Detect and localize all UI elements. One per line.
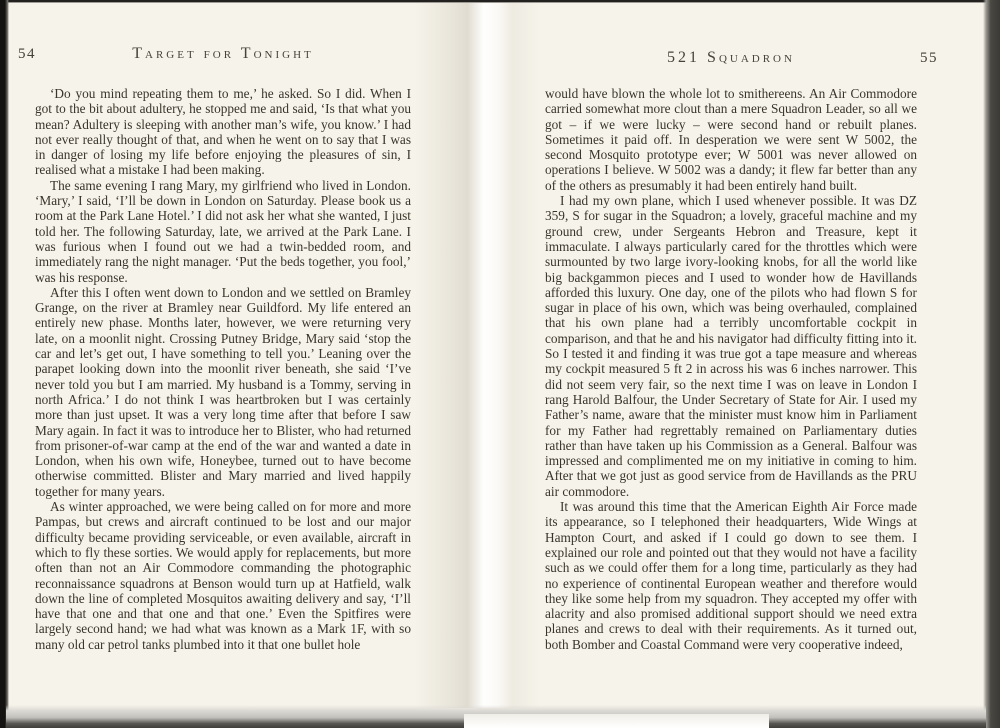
book-gutter-shadow [415,3,540,708]
page-block-edge-gap [464,714,769,728]
book-edge-right [983,0,1000,728]
page-number-right: 55 [920,50,938,66]
running-header-left: Target for Tonight [132,45,314,62]
paragraph: As winter approached, we were being called on for more and more Pampas, but crews and aircraft continued to be lost and our major difficulty became providing serviceable, or even available, aircraft in which to fly these sorties. We would apply for replacements, but more often than not an Air Commodore commanding the photographic reconnaissance squadrons at Benson would turn up at Hatfield, walk down the line of completed Mosquitos awaiting delivery and say, ‘I’ll have that one and that one and that one.’ Even the Spitfires were largely second hand; we had what was known as a Mark 1F, with so many old car petrol tanks plumbed into it that one bullet hole [35,499,411,652]
page-right-text-column [545,86,917,652]
scan-edge-top [0,0,1000,3]
running-header-right: 521 Squadron [667,49,795,66]
page-number-left: 54 [18,46,36,62]
page-block-edge-bottom [6,705,986,728]
paragraph: would have blown the whole lot to smithereens. An Air Commodore carried somewhat more clout than a mere Squadron Leader, so all we got – if we were lucky – were second hand or rebuilt planes. Sometimes it paid off. In desperation we were sent W 5002, the second Mosquito prototype ever; W 5001 was never allowed on operations I believe. W 5002 was a dandy; it flew far better than any of the others as presumably it had been entirely hand built. [545,86,917,193]
paragraph: After this I often went down to London and we settled on Bramley Grange, on the river at Bramley near Guildford. My life entered an entirely new phase. Months later, however, we were returning very late, on a moonlit night. Crossing Putney Bridge, Mary said ‘stop the car and let’s get out, I have something to tell you.’ Leaning over the parapet looking down into the moonlit river beneath, she said ‘I’ve never told you but I am married. My husband is a Tommy, serving in north Africa.’ I do not think I was heartbroken but I was certainly more than just upset. It was a very long time after that before I saw Mary again. In fact it was to introduce her to Blister, who had returned from prisoner-of-war camp at the end of the war and wanted a date in London, when his own wife, Honeybee, turned out to have become otherwise committed. Blister and Mary married and lived happily together for many years. [35,284,411,499]
paragraph: ‘Do you mind repeating them to me,’ he asked. So I did. When I got to the bit about adultery, he stopped me and said, ‘Is that what you mean? Adultery is sleeping with another man’s wife, you know.’ I had not ever really thought of that, and when he went on to say that I was in danger of losing my life before enjoying the pleasures of sin, I realised what a mistake I had been making. [35,86,411,178]
page-left-text-column [35,86,411,652]
paragraph: The same evening I rang Mary, my girlfriend who lived in London. ‘Mary,’ I said, ‘I’ll be down in London on Saturday. Please book us a room at the Park Lane Hotel.’ I did not ask her what she wanted, I just told her. The following Saturday, late, we arrived at the Park Lane. I was furious when I found out we had a twin-bedded room, and immediately rang the night manager. ‘Put the beds together, you fool,’ was his response. [35,177,411,285]
book-edge-left [0,0,9,728]
paragraph: I had my own plane, which I used whenever possible. It was DZ 359, S for sugar in the Squadron; a lovely, graceful machine and my ground crew, under Sergeants Hebron and Treasure, kept it immaculate. I always particularly cared for the throttles which were surmounted by two large ivory-looking knobs, for all the world like big backgammon pieces and I used to wonder how de Havillands afforded this luxury. One day, one of the pilots who had flown S for sugar in place of his own, which was being overhauled, complained that his own plane had a terribly uncomfortable cockpit in comparison, and that he and his navigator had difficulty fitting into it. So I tested it and finding it was true got a tape measure and whereas my cockpit measured 5 ft 2 in across his was 6 inches narrower. This did not seem very fair, so the next time I was on leave in London I rang Harold Balfour, the Under Secretary of State for Air. I used my Father’s name, aware that the minister must know him in Parliament for my Father had regrettably remained on Parliamentary duties rather than have taken up his Commission as a General. Balfour was impressed and complimented me on my initiative in coming to him. After that we got just as good service from de Havillands as the PRU air commodore. [545,193,917,499]
paragraph: It was around this time that the American Eighth Air Force made its appearance, so I telephoned their headquarters, Wide Wings at Hampton Court, and asked if I could go down to see them. I explained our role and pointed out that they would not have a facility such as we could offer them for a long time, particularly as they had no experience of continental European weather and therefore would they like some help from my squadron. They accepted my offer with alacrity and also promised additional support should we need extra planes and crews to deal with their requirements. As it turned out, both Bomber and Coastal Command were very cooperative indeed, [545,499,917,652]
